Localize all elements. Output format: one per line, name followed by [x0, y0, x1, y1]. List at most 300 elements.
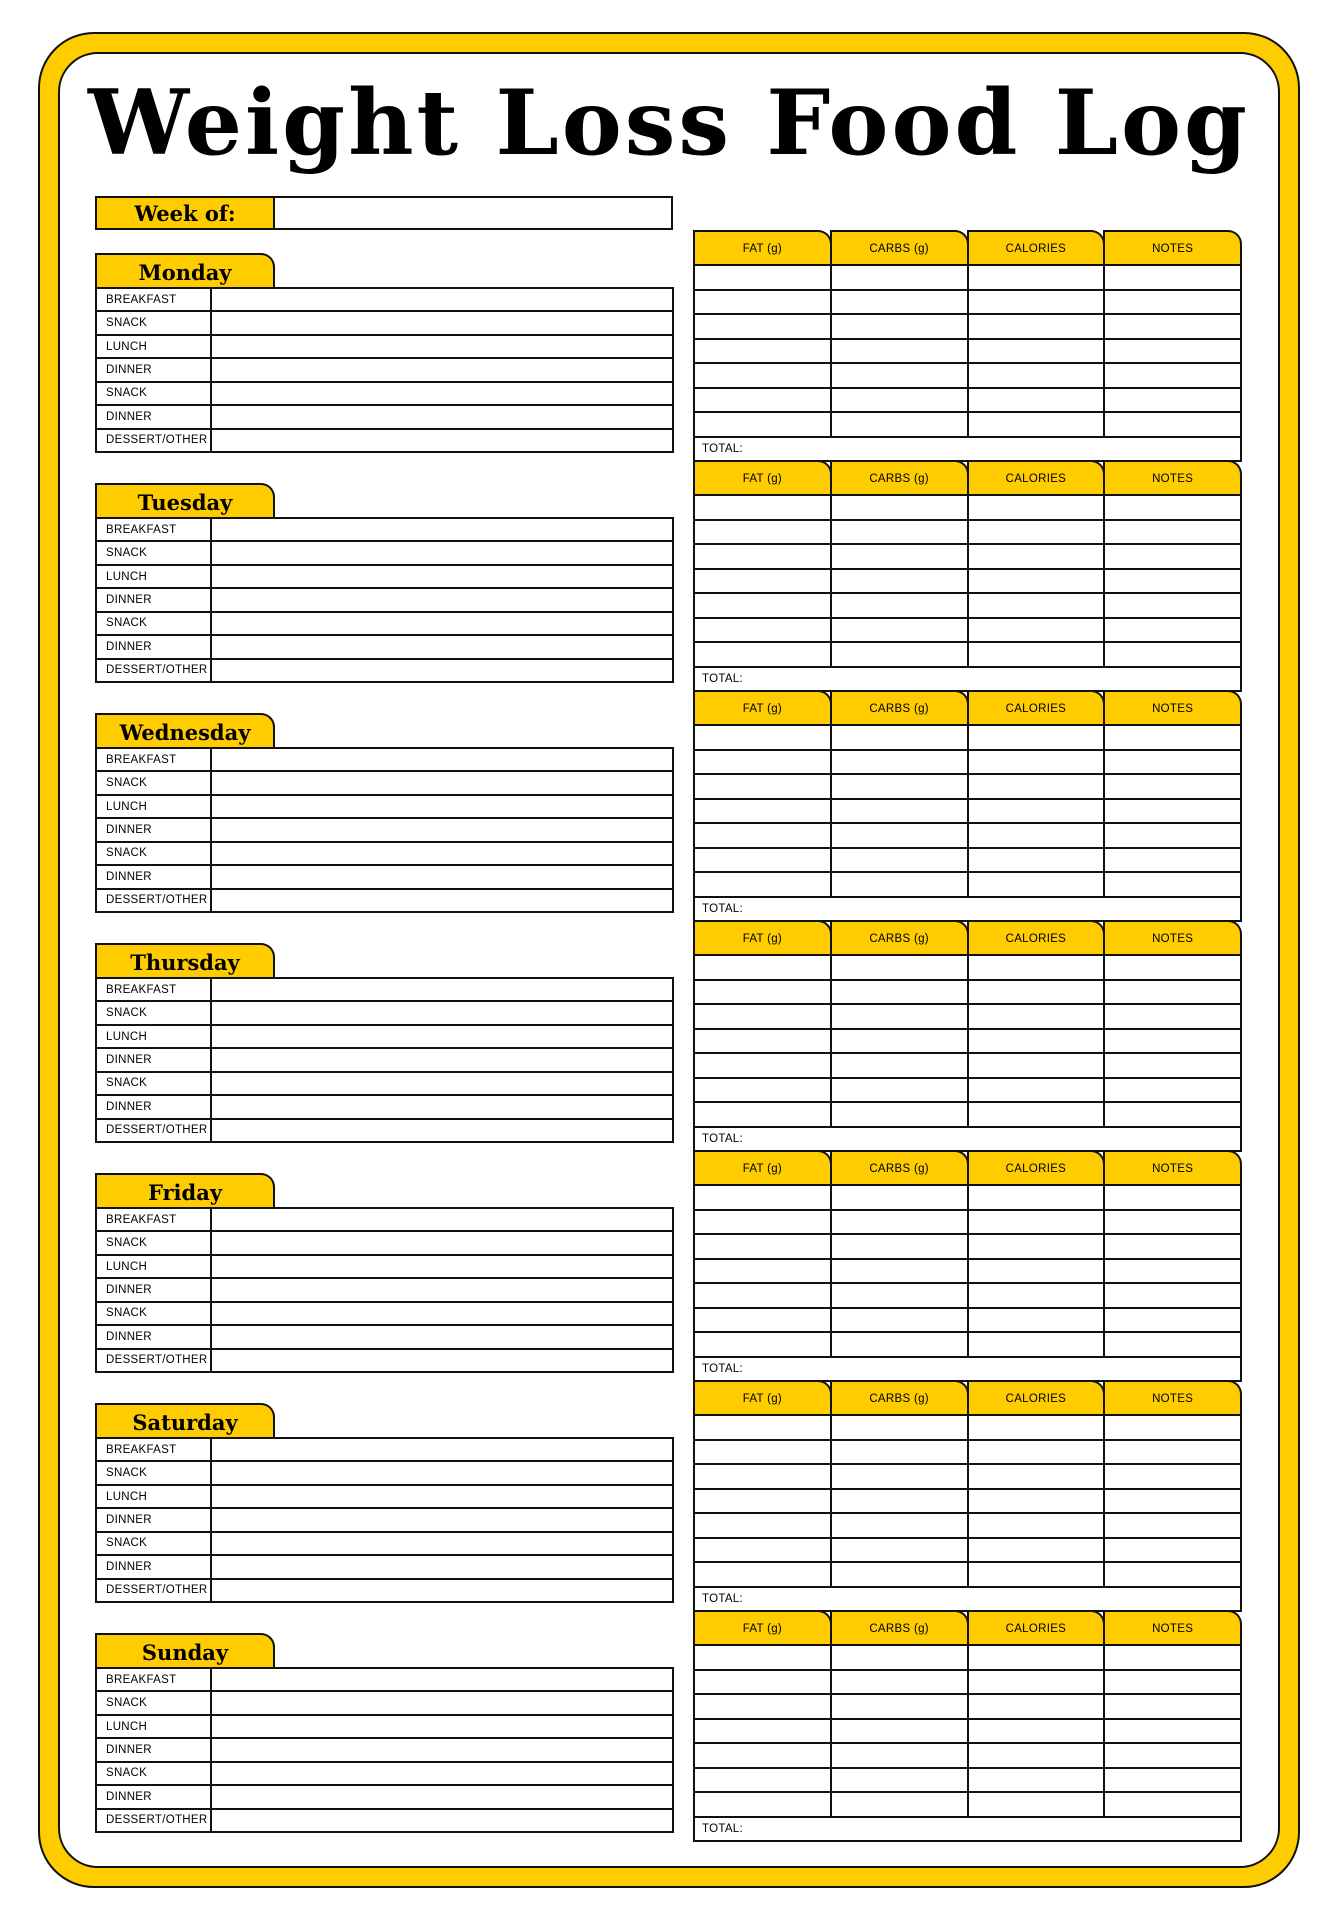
nutrition-cell[interactable]: [969, 726, 1106, 749]
nutrition-cell[interactable]: [969, 1490, 1106, 1513]
nutrition-cell[interactable]: [832, 1539, 969, 1562]
nutrition-cell[interactable]: [695, 1103, 832, 1126]
nutrition-cell[interactable]: [969, 619, 1106, 642]
nutrition-cell[interactable]: [832, 1514, 969, 1537]
nutrition-cell[interactable]: [832, 1186, 969, 1209]
meal-entry-field[interactable]: [212, 359, 672, 380]
nutrition-cell[interactable]: [1105, 726, 1240, 749]
nutrition-cell[interactable]: [1105, 1235, 1240, 1258]
nutrition-cell[interactable]: [832, 1465, 969, 1488]
nutrition-cell[interactable]: [832, 1416, 969, 1439]
nutrition-cell[interactable]: [832, 340, 969, 363]
nutrition-cell[interactable]: [969, 1333, 1106, 1356]
nutrition-cell[interactable]: [969, 981, 1106, 1004]
meal-label: LUNCH: [97, 566, 212, 587]
nutrition-cell[interactable]: [832, 775, 969, 798]
nutrition-cell[interactable]: [969, 1005, 1106, 1028]
nutrition-row: [695, 545, 1240, 570]
nutrition-cell[interactable]: [695, 315, 832, 338]
nutrition-cell[interactable]: [969, 389, 1106, 412]
nutrition-cell[interactable]: [1105, 751, 1240, 774]
nutrition-row: [695, 389, 1240, 414]
nutrition-cell[interactable]: [969, 775, 1106, 798]
nutrition-header: [693, 230, 1242, 266]
nutrition-cell[interactable]: [695, 1514, 832, 1537]
nutrition-cell[interactable]: [832, 1235, 969, 1258]
nutrition-cell[interactable]: [832, 1333, 969, 1356]
nutrition-cell[interactable]: [1105, 496, 1240, 519]
nutrition-column-header: CALORIES: [967, 1150, 1106, 1186]
nutrition-cell[interactable]: [695, 1695, 832, 1718]
nutrition-cell[interactable]: [695, 1416, 832, 1439]
nutrition-cell[interactable]: [695, 594, 832, 617]
nutrition-cell[interactable]: [695, 1744, 832, 1767]
nutrition-cell[interactable]: [1105, 1005, 1240, 1028]
meal-entry-field[interactable]: [212, 1279, 672, 1300]
nutrition-cell[interactable]: [832, 726, 969, 749]
nutrition-cell[interactable]: [695, 1563, 832, 1586]
nutrition-cell[interactable]: [832, 751, 969, 774]
nutrition-cell[interactable]: [969, 291, 1106, 314]
nutrition-cell[interactable]: [832, 1563, 969, 1586]
nutrition-cell[interactable]: [1105, 1211, 1240, 1234]
nutrition-cell[interactable]: [832, 1054, 969, 1077]
nutrition-cell[interactable]: [1105, 291, 1240, 314]
meal-entry-field[interactable]: [212, 1002, 672, 1023]
nutrition-cell[interactable]: [695, 873, 832, 896]
nutrition-cell[interactable]: [695, 1490, 832, 1513]
nutrition-cell[interactable]: [695, 570, 832, 593]
meal-entry-field[interactable]: [212, 796, 672, 817]
nutrition-cell[interactable]: [1105, 1284, 1240, 1307]
nutrition-cell[interactable]: [695, 266, 832, 289]
nutrition-cell[interactable]: [832, 1744, 969, 1767]
total-row[interactable]: TOTAL:: [702, 672, 743, 685]
nutrition-cell[interactable]: [969, 1079, 1106, 1102]
meal-entry-field[interactable]: [212, 542, 672, 563]
nutrition-cell[interactable]: [969, 751, 1106, 774]
nutrition-cell[interactable]: [969, 1720, 1106, 1743]
total-row[interactable]: TOTAL:: [702, 902, 743, 915]
nutrition-header: [693, 1610, 1242, 1646]
meal-entry-field[interactable]: [212, 1786, 672, 1807]
nutrition-column-header: CALORIES: [967, 230, 1106, 266]
nutrition-cell[interactable]: [695, 291, 832, 314]
nutrition-cell[interactable]: [969, 956, 1106, 979]
nutrition-cell[interactable]: [1105, 643, 1240, 666]
nutrition-row: [695, 775, 1240, 800]
meal-entry-field[interactable]: [212, 636, 672, 657]
nutrition-cell[interactable]: [1105, 1333, 1240, 1356]
nutrition-cell[interactable]: [832, 800, 969, 823]
total-row[interactable]: TOTAL:: [702, 1592, 743, 1605]
nutrition-cell[interactable]: [832, 873, 969, 896]
day-tab: Sunday: [95, 1633, 275, 1669]
nutrition-cell[interactable]: [695, 340, 832, 363]
nutrition-cell[interactable]: [1105, 619, 1240, 642]
nutrition-cell[interactable]: [695, 1235, 832, 1258]
meal-row: [97, 1209, 672, 1232]
nutrition-column-header: CALORIES: [967, 1610, 1106, 1646]
nutrition-section: [693, 1380, 1242, 1605]
nutrition-cell[interactable]: [1105, 1079, 1240, 1102]
meal-entry-field[interactable]: [212, 519, 672, 540]
nutrition-cell[interactable]: [969, 521, 1106, 544]
nutrition-cell[interactable]: [695, 364, 832, 387]
nutrition-cell[interactable]: [695, 545, 832, 568]
nutrition-column-header: CALORIES: [967, 920, 1106, 956]
nutrition-cell[interactable]: [969, 266, 1106, 289]
nutrition-cell[interactable]: [1105, 1539, 1240, 1562]
nutrition-cell[interactable]: [969, 1695, 1106, 1718]
meal-entry-field[interactable]: [212, 1026, 672, 1047]
meal-entry-field[interactable]: [212, 1120, 672, 1141]
nutrition-row: [695, 873, 1240, 898]
nutrition-cell[interactable]: [832, 824, 969, 847]
nutrition-cell[interactable]: [969, 1284, 1106, 1307]
nutrition-cell[interactable]: [832, 1490, 969, 1513]
nutrition-row: [695, 1769, 1240, 1794]
nutrition-cell[interactable]: [1105, 1260, 1240, 1283]
meal-label: BREAKFAST: [97, 749, 212, 770]
nutrition-cell[interactable]: [832, 1030, 969, 1053]
nutrition-cell[interactable]: [969, 1646, 1106, 1669]
meal-entry-field[interactable]: [212, 589, 672, 610]
nutrition-cell[interactable]: [1105, 1186, 1240, 1209]
nutrition-cell[interactable]: [832, 291, 969, 314]
nutrition-cell[interactable]: [969, 873, 1106, 896]
nutrition-cell[interactable]: [695, 1333, 832, 1356]
nutrition-cell[interactable]: [695, 1646, 832, 1669]
nutrition-cell[interactable]: [832, 389, 969, 412]
nutrition-cell[interactable]: [695, 1260, 832, 1283]
nutrition-cell[interactable]: [832, 1309, 969, 1332]
nutrition-cell[interactable]: [695, 1211, 832, 1234]
meal-row: [97, 430, 672, 451]
meal-entry-field[interactable]: [212, 1692, 672, 1713]
meal-entry-field[interactable]: [212, 749, 672, 770]
nutrition-cell[interactable]: [969, 824, 1106, 847]
meal-row: [97, 312, 672, 335]
nutrition-cell[interactable]: [832, 981, 969, 1004]
nutrition-header: [693, 920, 1242, 956]
nutrition-cell[interactable]: [1105, 1695, 1240, 1718]
meal-entry-field[interactable]: [212, 1810, 672, 1831]
nutrition-cell[interactable]: [832, 594, 969, 617]
total-row[interactable]: TOTAL:: [702, 1822, 743, 1835]
nutrition-cell[interactable]: [832, 1720, 969, 1743]
nutrition-cell[interactable]: [969, 1744, 1106, 1767]
nutrition-cell[interactable]: [969, 1514, 1106, 1537]
nutrition-cell[interactable]: [969, 1235, 1106, 1258]
nutrition-cell[interactable]: [969, 413, 1106, 436]
meal-row: [97, 843, 672, 866]
nutrition-cell[interactable]: [969, 1465, 1106, 1488]
nutrition-cell[interactable]: [832, 413, 969, 436]
nutrition-cell[interactable]: [1105, 981, 1240, 1004]
nutrition-row: [695, 1054, 1240, 1079]
nutrition-cell[interactable]: [832, 364, 969, 387]
nutrition-cell[interactable]: [832, 956, 969, 979]
nutrition-cell[interactable]: [695, 643, 832, 666]
nutrition-cell[interactable]: [832, 545, 969, 568]
nutrition-cell[interactable]: [695, 1054, 832, 1077]
nutrition-cell[interactable]: [695, 1030, 832, 1053]
nutrition-cell[interactable]: [969, 496, 1106, 519]
nutrition-cell[interactable]: [832, 1284, 969, 1307]
meal-entry-field[interactable]: [212, 1669, 672, 1690]
meal-entry-field[interactable]: [212, 1326, 672, 1347]
meal-entry-field[interactable]: [212, 336, 672, 357]
nutrition-cell[interactable]: [1105, 570, 1240, 593]
total-row[interactable]: TOTAL:: [702, 442, 743, 455]
nutrition-cell[interactable]: [969, 1103, 1106, 1126]
nutrition-cell[interactable]: [969, 1671, 1106, 1694]
nutrition-cell[interactable]: [695, 1079, 832, 1102]
nutrition-cell[interactable]: [695, 751, 832, 774]
nutrition-cell[interactable]: [695, 824, 832, 847]
nutrition-cell[interactable]: [832, 1005, 969, 1028]
meal-table: [95, 517, 674, 683]
nutrition-cell[interactable]: [832, 643, 969, 666]
nutrition-cell[interactable]: [832, 619, 969, 642]
nutrition-cell[interactable]: [1105, 1054, 1240, 1077]
meal-label: BREAKFAST: [97, 979, 212, 1000]
nutrition-cell[interactable]: [1105, 1769, 1240, 1792]
nutrition-cell[interactable]: [969, 800, 1106, 823]
nutrition-cell[interactable]: [969, 1211, 1106, 1234]
meal-row: [97, 1669, 672, 1692]
meal-entry-field[interactable]: [212, 613, 672, 634]
nutrition-cell[interactable]: [1105, 800, 1240, 823]
nutrition-cell[interactable]: [1105, 594, 1240, 617]
meal-entry-field[interactable]: [212, 1073, 672, 1094]
nutrition-cell[interactable]: [969, 1793, 1106, 1816]
nutrition-cell[interactable]: [695, 1186, 832, 1209]
nutrition-cell[interactable]: [695, 956, 832, 979]
nutrition-column-header: FAT (g): [693, 460, 832, 496]
nutrition-cell[interactable]: [1105, 364, 1240, 387]
nutrition-column-header: NOTES: [1103, 1610, 1242, 1646]
nutrition-cell[interactable]: [1105, 1490, 1240, 1513]
nutrition-row: [695, 726, 1240, 751]
meal-entry-field[interactable]: [212, 566, 672, 587]
meal-entry-field[interactable]: [212, 1303, 672, 1324]
nutrition-cell[interactable]: [1105, 1465, 1240, 1488]
nutrition-cell[interactable]: [832, 521, 969, 544]
nutrition-cell[interactable]: [969, 1416, 1106, 1439]
nutrition-cell[interactable]: [1105, 1671, 1240, 1694]
nutrition-cell[interactable]: [695, 389, 832, 412]
nutrition-cell[interactable]: [695, 1005, 832, 1028]
nutrition-cell[interactable]: [1105, 824, 1240, 847]
meal-entry-field[interactable]: [212, 1509, 672, 1530]
nutrition-cell[interactable]: [1105, 1563, 1240, 1586]
meal-entry-field[interactable]: [212, 660, 672, 681]
nutrition-cell[interactable]: [969, 1186, 1106, 1209]
nutrition-cell[interactable]: [1105, 1514, 1240, 1537]
meal-entry-field[interactable]: [212, 1763, 672, 1784]
nutrition-cell[interactable]: [1105, 315, 1240, 338]
nutrition-cell[interactable]: [969, 315, 1106, 338]
nutrition-cell[interactable]: [1105, 1793, 1240, 1816]
meal-entry-field[interactable]: [212, 890, 672, 911]
nutrition-cell[interactable]: [1105, 849, 1240, 872]
nutrition-cell[interactable]: [1105, 266, 1240, 289]
nutrition-cell[interactable]: [1105, 1309, 1240, 1332]
nutrition-cell[interactable]: [969, 643, 1106, 666]
nutrition-cell[interactable]: [832, 496, 969, 519]
meal-label: DESSERT/OTHER: [97, 660, 212, 681]
meal-row: [97, 772, 672, 795]
meal-entry-field[interactable]: [212, 1256, 672, 1277]
nutrition-cell[interactable]: [969, 1441, 1106, 1464]
nutrition-cell[interactable]: [1105, 775, 1240, 798]
nutrition-cell[interactable]: [969, 849, 1106, 872]
nutrition-cell[interactable]: [832, 315, 969, 338]
nutrition-cell[interactable]: [969, 364, 1106, 387]
meal-entry-field[interactable]: [212, 1716, 672, 1737]
meal-row: [97, 519, 672, 542]
meal-entry-field[interactable]: [212, 1209, 672, 1230]
meal-row: [97, 1002, 672, 1025]
nutrition-cell[interactable]: [1105, 1441, 1240, 1464]
nutrition-cell[interactable]: [969, 340, 1106, 363]
nutrition-cell[interactable]: [832, 1079, 969, 1102]
nutrition-cell[interactable]: [695, 1671, 832, 1694]
nutrition-cell[interactable]: [1105, 1103, 1240, 1126]
total-row[interactable]: TOTAL:: [702, 1132, 743, 1145]
meal-label: BREAKFAST: [97, 1669, 212, 1690]
meal-row: [97, 1486, 672, 1509]
nutrition-cell[interactable]: [695, 413, 832, 436]
meal-label: DINNER: [97, 406, 212, 427]
meal-entry-field[interactable]: [212, 1439, 672, 1460]
nutrition-row: [695, 1646, 1240, 1671]
nutrition-cell[interactable]: [695, 800, 832, 823]
nutrition-cell[interactable]: [969, 1769, 1106, 1792]
nutrition-cell[interactable]: [1105, 1720, 1240, 1743]
nutrition-cell[interactable]: [695, 1720, 832, 1743]
meal-row: [97, 1533, 672, 1556]
nutrition-cell[interactable]: [1105, 413, 1240, 436]
meal-entry-field[interactable]: [212, 1350, 672, 1371]
nutrition-cell[interactable]: [832, 1793, 969, 1816]
nutrition-cell[interactable]: [695, 1769, 832, 1792]
meal-label: SNACK: [97, 312, 212, 333]
meal-entry-field[interactable]: [212, 1462, 672, 1483]
nutrition-row: [695, 1235, 1240, 1260]
meal-entry-field[interactable]: [212, 819, 672, 840]
nutrition-cell[interactable]: [695, 1465, 832, 1488]
nutrition-cell[interactable]: [1105, 1646, 1240, 1669]
nutrition-cell[interactable]: [695, 981, 832, 1004]
meal-entry-field[interactable]: [212, 772, 672, 793]
nutrition-cell[interactable]: [695, 1539, 832, 1562]
nutrition-row: [695, 1030, 1240, 1055]
nutrition-cell[interactable]: [832, 1671, 969, 1694]
meal-entry-field[interactable]: [212, 383, 672, 404]
nutrition-cell[interactable]: [832, 1260, 969, 1283]
week-of-input[interactable]: [275, 198, 671, 228]
nutrition-cell[interactable]: [1105, 1030, 1240, 1053]
meal-entry-field[interactable]: [212, 1739, 672, 1760]
nutrition-column-header: FAT (g): [693, 230, 832, 266]
meal-row: [97, 406, 672, 429]
nutrition-cell[interactable]: [832, 570, 969, 593]
meal-entry-field[interactable]: [212, 312, 672, 333]
nutrition-cell[interactable]: [1105, 389, 1240, 412]
nutrition-cell[interactable]: [695, 521, 832, 544]
nutrition-cell[interactable]: [832, 1441, 969, 1464]
meal-entry-field[interactable]: [212, 1049, 672, 1070]
nutrition-cell[interactable]: [832, 1211, 969, 1234]
nutrition-cell[interactable]: [695, 1441, 832, 1464]
nutrition-cell[interactable]: [832, 1103, 969, 1126]
meal-entry-field[interactable]: [212, 866, 672, 887]
total-row[interactable]: TOTAL:: [702, 1362, 743, 1375]
meal-entry-field[interactable]: [212, 406, 672, 427]
nutrition-cell[interactable]: [969, 570, 1106, 593]
meal-entry-field[interactable]: [212, 289, 672, 310]
meal-row: [97, 1096, 672, 1119]
nutrition-row: [695, 413, 1240, 438]
nutrition-cell[interactable]: [969, 1030, 1106, 1053]
nutrition-cell[interactable]: [695, 726, 832, 749]
meal-entry-field[interactable]: [212, 979, 672, 1000]
nutrition-cell[interactable]: [969, 1539, 1106, 1562]
nutrition-cell[interactable]: [832, 849, 969, 872]
nutrition-cell[interactable]: [969, 1309, 1106, 1332]
meal-entry-field[interactable]: [212, 430, 672, 451]
meal-entry-field[interactable]: [212, 1486, 672, 1507]
nutrition-cell[interactable]: [695, 496, 832, 519]
nutrition-cell[interactable]: [695, 775, 832, 798]
nutrition-cell[interactable]: [969, 594, 1106, 617]
nutrition-cell[interactable]: [1105, 873, 1240, 896]
meal-entry-field[interactable]: [212, 1533, 672, 1554]
nutrition-cell[interactable]: [832, 266, 969, 289]
meal-entry-field[interactable]: [212, 843, 672, 864]
nutrition-cell[interactable]: [969, 1260, 1106, 1283]
meal-label: SNACK: [97, 1073, 212, 1094]
nutrition-cell[interactable]: [695, 849, 832, 872]
meal-entry-field[interactable]: [212, 1096, 672, 1117]
nutrition-cell[interactable]: [1105, 1416, 1240, 1439]
nutrition-cell[interactable]: [832, 1769, 969, 1792]
nutrition-cell[interactable]: [832, 1646, 969, 1669]
nutrition-cell[interactable]: [1105, 1744, 1240, 1767]
nutrition-cell[interactable]: [969, 1563, 1106, 1586]
nutrition-cell[interactable]: [1105, 521, 1240, 544]
nutrition-cell[interactable]: [695, 619, 832, 642]
meal-row: [97, 866, 672, 889]
meal-entry-field[interactable]: [212, 1232, 672, 1253]
nutrition-cell[interactable]: [1105, 340, 1240, 363]
nutrition-row: [695, 1539, 1240, 1564]
meal-entry-field[interactable]: [212, 1580, 672, 1601]
nutrition-cell[interactable]: [695, 1284, 832, 1307]
nutrition-cell[interactable]: [969, 1054, 1106, 1077]
meal-entry-field[interactable]: [212, 1556, 672, 1577]
nutrition-cell[interactable]: [695, 1793, 832, 1816]
nutrition-cell[interactable]: [832, 1695, 969, 1718]
nutrition-cell[interactable]: [1105, 545, 1240, 568]
nutrition-cell[interactable]: [1105, 956, 1240, 979]
meal-row: [97, 1326, 672, 1349]
nutrition-cell[interactable]: [695, 1309, 832, 1332]
nutrition-cell[interactable]: [969, 545, 1106, 568]
